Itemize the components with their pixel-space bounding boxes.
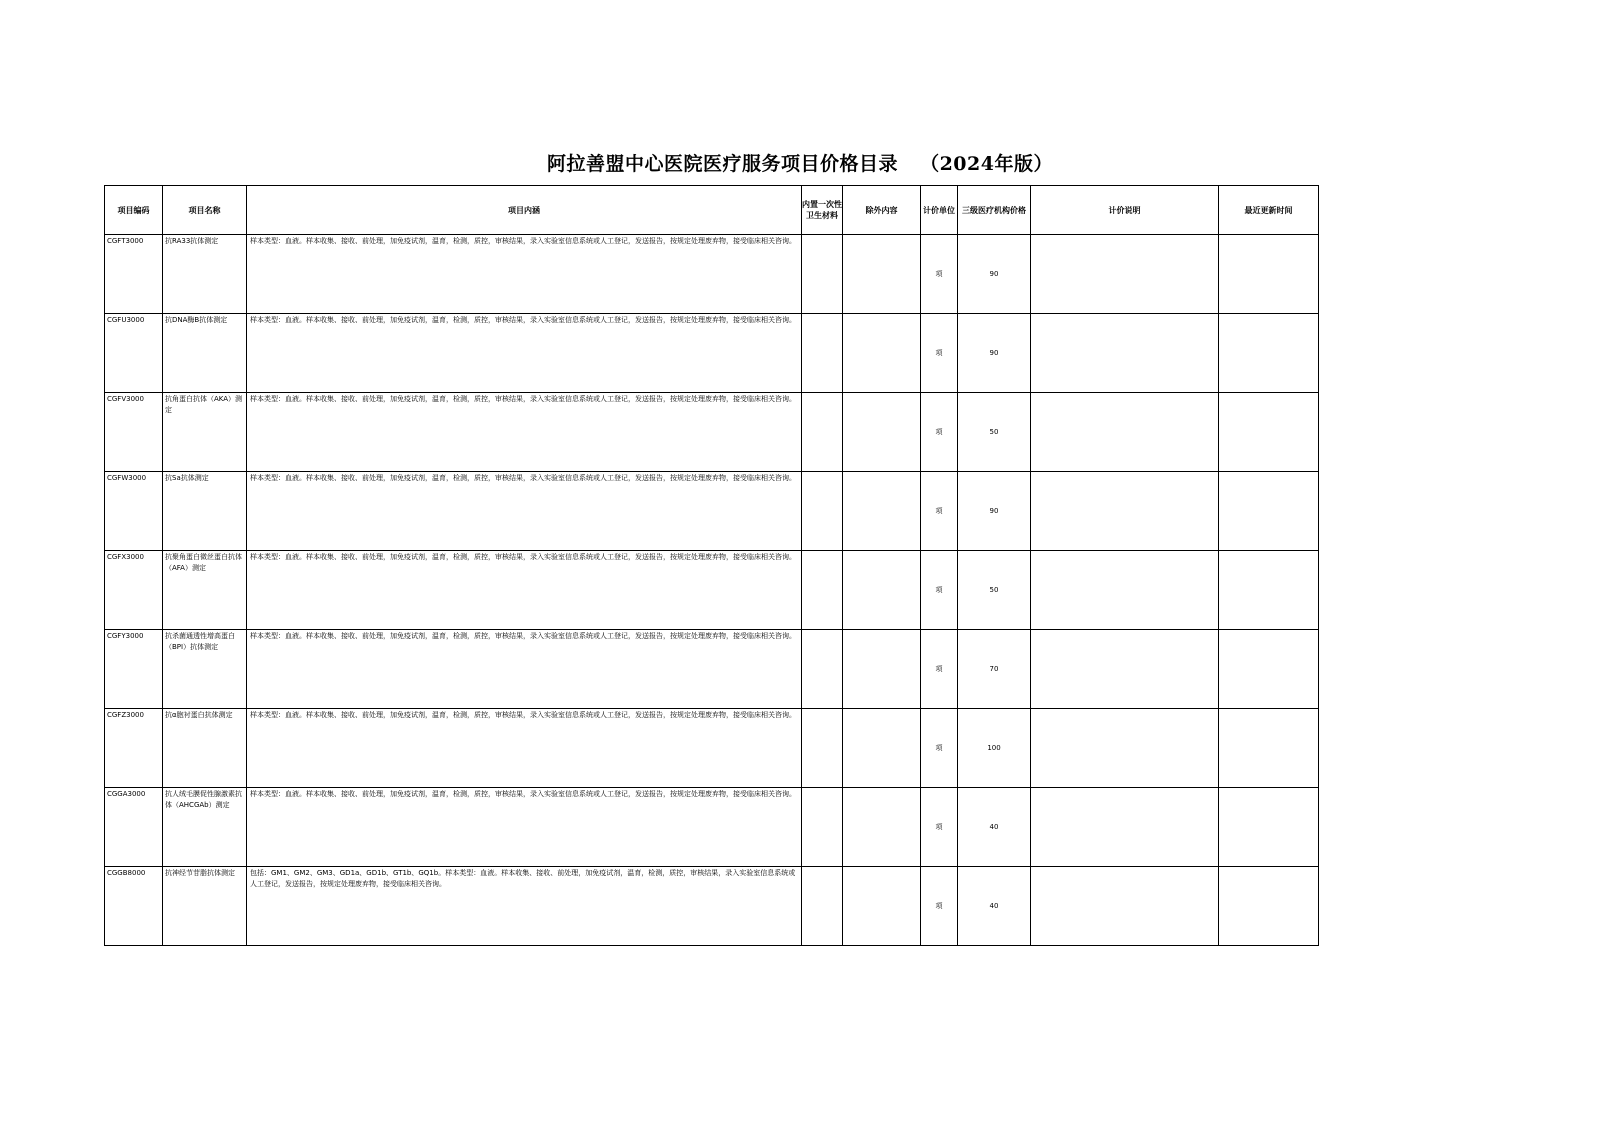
cell-unit: 项 [921, 314, 958, 393]
cell-unit: 项 [921, 551, 958, 630]
cell-name: 抗角蛋白抗体（AKA）测定 [163, 393, 247, 472]
cell-content: 样本类型：血液。样本收集、接收、前处理，加免疫试剂，温育，检测，质控，审核结果，录入实验室信息系统或人工登记，发送报告，按规定处理废弃物，接受临床相关咨询。 [247, 393, 802, 472]
cell-excluded [843, 630, 921, 709]
cell-unit: 项 [921, 867, 958, 946]
header-excluded: 除外内容 [843, 186, 921, 235]
cell-updated [1219, 235, 1319, 314]
header-row [105, 186, 1319, 235]
cell-updated [1219, 472, 1319, 551]
cell-updated [1219, 630, 1319, 709]
cell-code: CGFV3000 [105, 393, 163, 472]
cell-notes [1031, 551, 1219, 630]
cell-excluded [843, 551, 921, 630]
cell-notes [1031, 630, 1219, 709]
cell-code: CGFY3000 [105, 630, 163, 709]
price-catalog-table [104, 185, 1319, 946]
cell-unit: 项 [921, 788, 958, 867]
header-unit: 计价单位 [921, 186, 958, 235]
table-row [105, 630, 1319, 709]
cell-materials [802, 867, 843, 946]
cell-name: 抗RA33抗体测定 [163, 235, 247, 314]
cell-unit: 项 [921, 393, 958, 472]
cell-notes [1031, 235, 1219, 314]
cell-name: 抗DNA酶B抗体测定 [163, 314, 247, 393]
table-row [105, 472, 1319, 551]
cell-name: 抗神经节苷脂抗体测定 [163, 867, 247, 946]
cell-materials [802, 709, 843, 788]
cell-unit: 项 [921, 235, 958, 314]
table-row [105, 551, 1319, 630]
cell-price: 90 [958, 235, 1031, 314]
cell-notes [1031, 709, 1219, 788]
cell-excluded [843, 709, 921, 788]
cell-excluded [843, 235, 921, 314]
cell-notes [1031, 314, 1219, 393]
cell-materials [802, 551, 843, 630]
header-notes: 计价说明 [1031, 186, 1219, 235]
cell-price: 90 [958, 472, 1031, 551]
cell-excluded [843, 788, 921, 867]
cell-price: 50 [958, 551, 1031, 630]
cell-updated [1219, 551, 1319, 630]
table-row [105, 788, 1319, 867]
cell-materials [802, 788, 843, 867]
cell-materials [802, 393, 843, 472]
cell-code: CGGA3000 [105, 788, 163, 867]
cell-notes [1031, 867, 1219, 946]
cell-unit: 项 [921, 630, 958, 709]
table-row [105, 235, 1319, 314]
header-updated: 最近更新时间 [1219, 186, 1319, 235]
cell-updated [1219, 867, 1319, 946]
header-code: 项目编码 [105, 186, 163, 235]
table-row [105, 393, 1319, 472]
cell-updated [1219, 314, 1319, 393]
cell-name: 抗α胞衬蛋白抗体测定 [163, 709, 247, 788]
cell-excluded [843, 472, 921, 551]
cell-content: 样本类型：血液。样本收集、接收、前处理，加免疫试剂，温育，检测，质控，审核结果，录入实验室信息系统或人工登记，发送报告，按规定处理废弃物，接受临床相关咨询。 [247, 472, 802, 551]
cell-code: CGGB8000 [105, 867, 163, 946]
cell-content: 包括：GM1、GM2、GM3、GD1a、GD1b、GT1b、GQ1b。样本类型：血液。样本收集、接收、前处理，加免疫试剂，温育，检测，质控，审核结果，录入实验室信息系统或人工登记，发送报告，按规定处理废弃物，接受临床相关咨询。 [247, 867, 802, 946]
cell-name: 抗聚角蛋白微丝蛋白抗体（AFA）测定 [163, 551, 247, 630]
cell-name: 抗Sa抗体测定 [163, 472, 247, 551]
cell-materials [802, 235, 843, 314]
cell-price: 50 [958, 393, 1031, 472]
cell-price: 90 [958, 314, 1031, 393]
cell-notes [1031, 788, 1219, 867]
title-text: 阿拉善盟中心医院医疗服务项目价格目录 [547, 153, 899, 175]
cell-excluded [843, 867, 921, 946]
cell-price: 70 [958, 630, 1031, 709]
cell-updated [1219, 788, 1319, 867]
table-row [105, 709, 1319, 788]
cell-materials [802, 472, 843, 551]
cell-notes [1031, 393, 1219, 472]
cell-code: CGFW3000 [105, 472, 163, 551]
cell-unit: 项 [921, 709, 958, 788]
cell-content: 样本类型：血液。样本收集、接收、前处理，加免疫试剂，温育，检测，质控，审核结果，录入实验室信息系统或人工登记，发送报告，按规定处理废弃物，接受临床相关咨询。 [247, 314, 802, 393]
cell-materials [802, 314, 843, 393]
header-materials: 内置一次性卫生材料 [802, 186, 843, 235]
title-edition: （2024年版） [920, 153, 1053, 175]
cell-price: 100 [958, 709, 1031, 788]
cell-content: 样本类型：血液。样本收集、接收、前处理，加免疫试剂，温育，检测，质控，审核结果，录入实验室信息系统或人工登记，发送报告，按规定处理废弃物，接受临床相关咨询。 [247, 235, 802, 314]
cell-updated [1219, 393, 1319, 472]
header-price: 三级医疗机构价格 [958, 186, 1031, 235]
header-name: 项目名称 [163, 186, 247, 235]
cell-unit: 项 [921, 472, 958, 551]
cell-excluded [843, 314, 921, 393]
cell-content: 样本类型：血液。样本收集、接收、前处理，加免疫试剂，温育，检测，质控，审核结果，录入实验室信息系统或人工登记，发送报告，按规定处理废弃物，接受临床相关咨询。 [247, 709, 802, 788]
table-row [105, 314, 1319, 393]
cell-code: CGFT3000 [105, 235, 163, 314]
cell-price: 40 [958, 788, 1031, 867]
cell-name: 抗人绒毛膜促性腺激素抗体（AHCGAb）测定 [163, 788, 247, 867]
cell-excluded [843, 393, 921, 472]
page-title [0, 149, 1600, 176]
header-content: 项目内涵 [247, 186, 802, 235]
table-row [105, 867, 1319, 946]
cell-materials [802, 630, 843, 709]
cell-updated [1219, 709, 1319, 788]
cell-code: CGFX3000 [105, 551, 163, 630]
cell-code: CGFZ3000 [105, 709, 163, 788]
cell-content: 样本类型：血液。样本收集、接收、前处理，加免疫试剂，温育，检测，质控，审核结果，录入实验室信息系统或人工登记，发送报告，按规定处理废弃物，接受临床相关咨询。 [247, 630, 802, 709]
cell-name: 抗杀菌通透性增高蛋白（BPI）抗体测定 [163, 630, 247, 709]
cell-price: 40 [958, 867, 1031, 946]
cell-content: 样本类型：血液。样本收集、接收、前处理，加免疫试剂，温育，检测，质控，审核结果，录入实验室信息系统或人工登记，发送报告，按规定处理废弃物，接受临床相关咨询。 [247, 788, 802, 867]
cell-notes [1031, 472, 1219, 551]
cell-code: CGFU3000 [105, 314, 163, 393]
cell-content: 样本类型：血液。样本收集、接收、前处理，加免疫试剂，温育，检测，质控，审核结果，录入实验室信息系统或人工登记，发送报告，按规定处理废弃物，接受临床相关咨询。 [247, 551, 802, 630]
